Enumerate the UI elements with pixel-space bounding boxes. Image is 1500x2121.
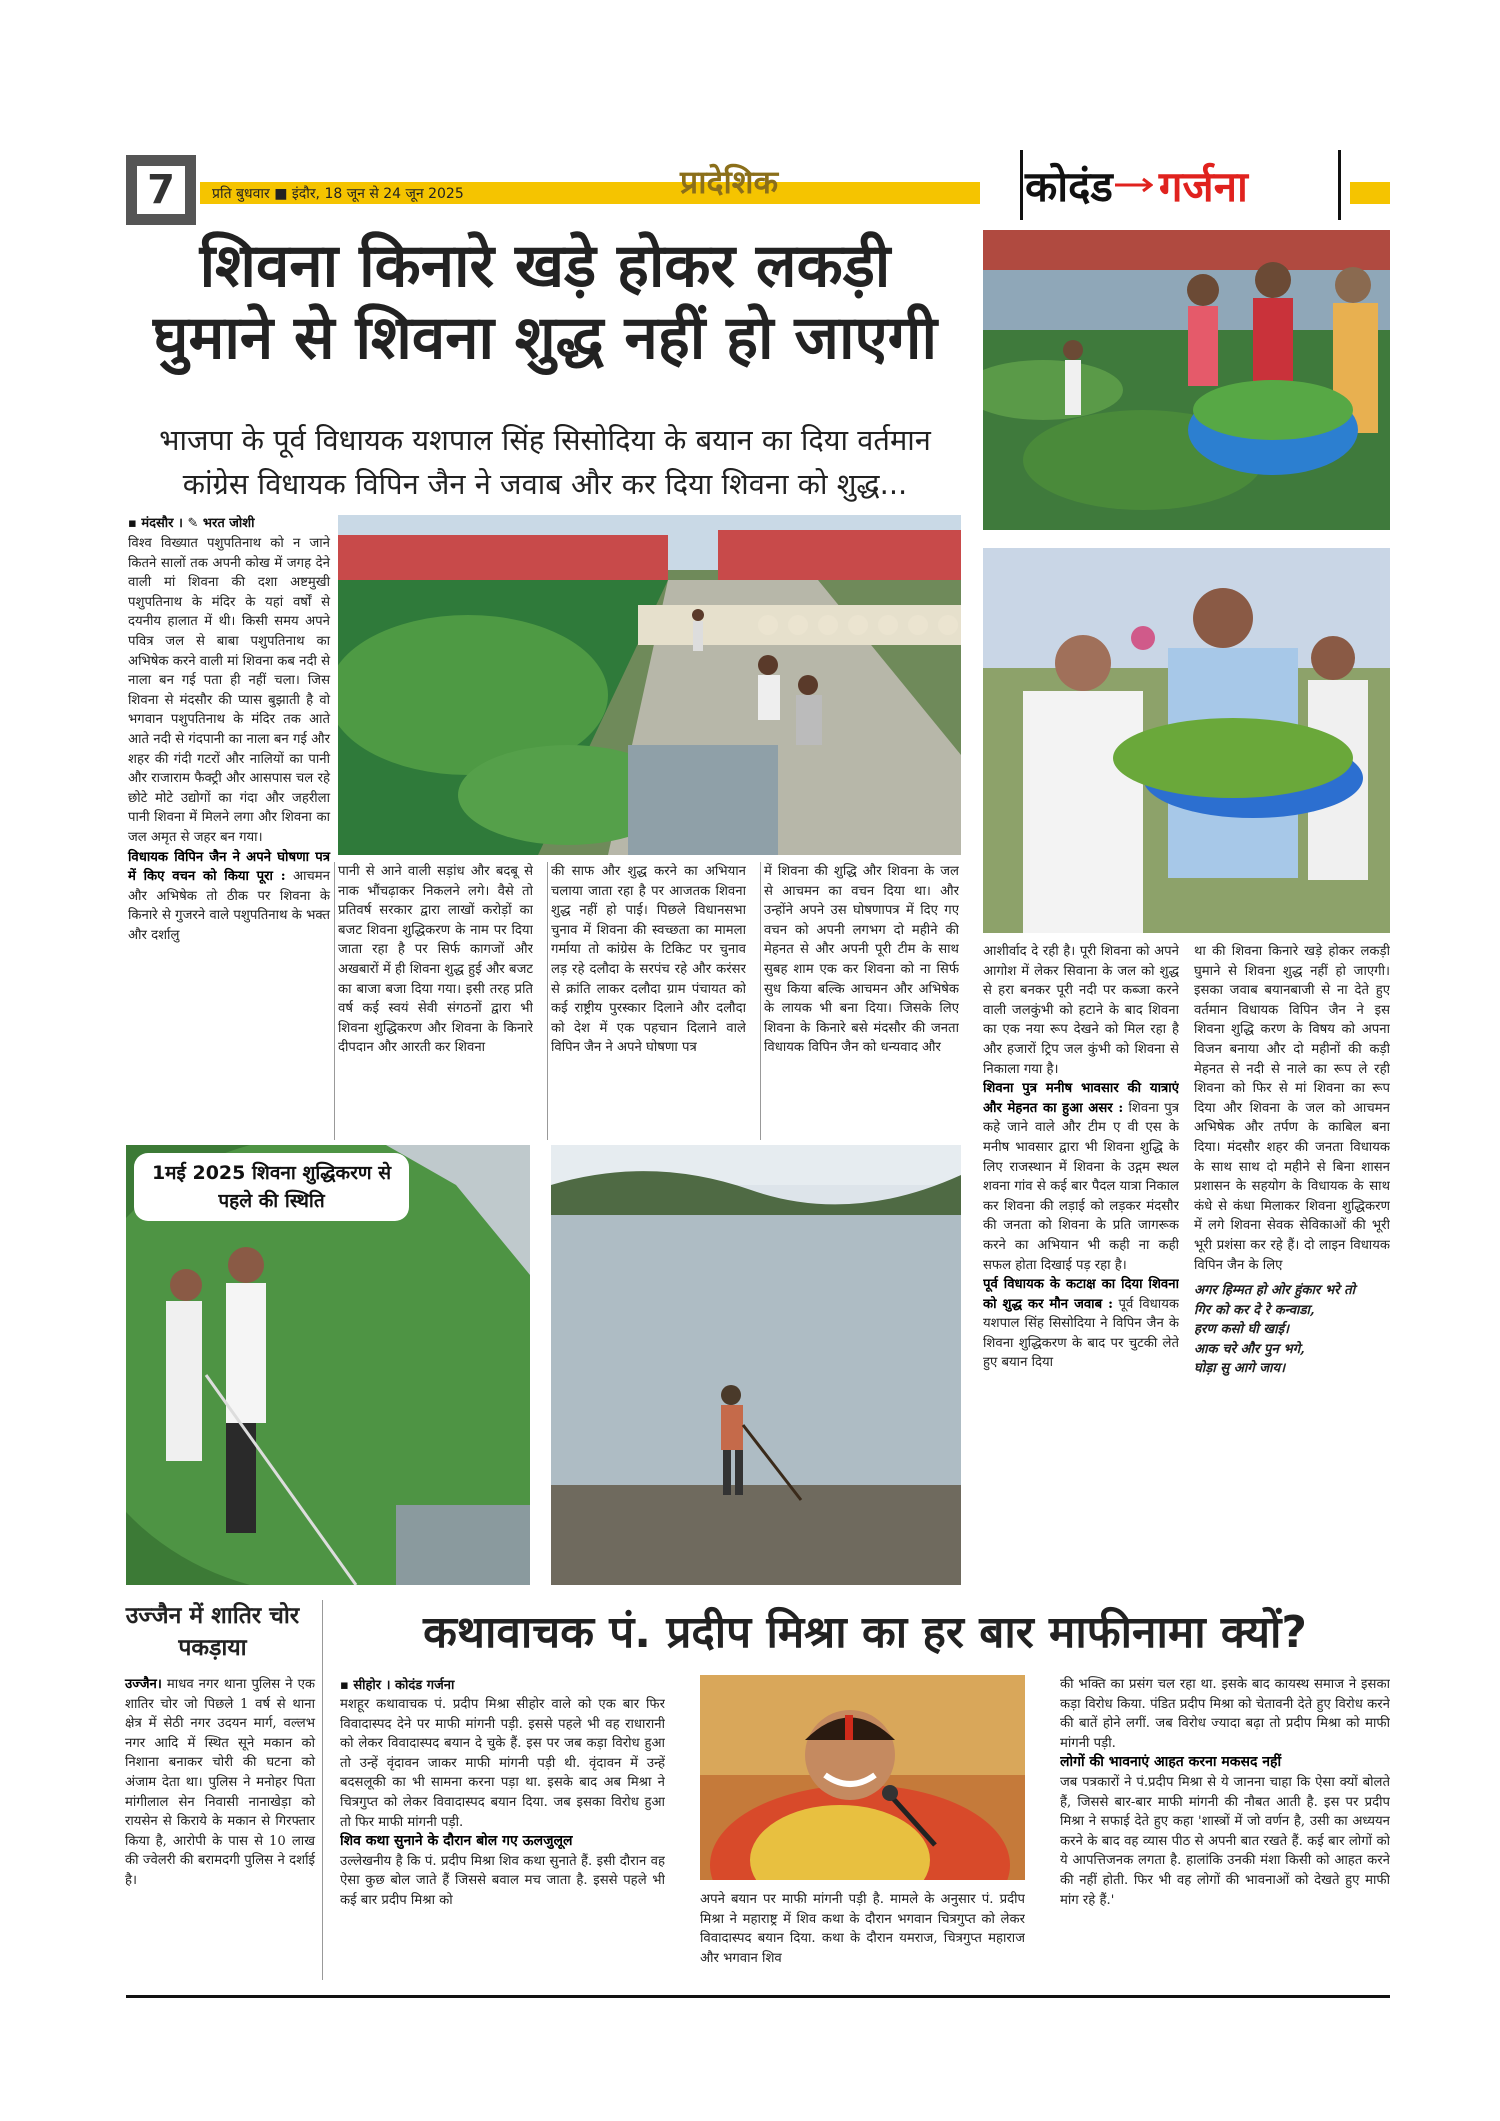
divider xyxy=(322,1600,323,1980)
mishra-col1-subhead: शिव कथा सुनाने के दौरान बोल गए ऊलजुलूल xyxy=(340,1833,573,1850)
lead-col5-subhead-2: पूर्व विधायक के कटाक्ष का दिया शिवना को शुद्ध कर मौन जवाब : xyxy=(983,1277,1179,1312)
lead-col5-text-c: पूर्व विधायक यशपाल सिंह सिसोदिया ने विपिन जैन के शिवना शुद्धिकरण के बाद पर चुटकी लेते हुए बयान दिया xyxy=(983,1296,1179,1371)
poem-line: अगर हिम्मत हो ओर हुंकार भरे तो xyxy=(1194,1283,1356,1299)
logo-divider-left xyxy=(1020,150,1023,220)
lead-headline-line-1: शिवना किनारे खड़े होकर लकड़ी xyxy=(199,231,891,301)
lead-col5-text-b: शिवना पुत्र कहे जाने वाले और टीम ए वी एस के मनीष भावसार द्वारा भी शिवना शुद्धि के लिए राजस्थान में शिवना के उद्गम स्थल शवना गांव से कई बार पैदल यात्रा निकाल कर शिवना की लड़ाई को लड़कर मंदसौर की जनता को शिवना के प्रति जागरूक करने का अभियान भी कही ना कही सफल होता दिखाई पड़ रहा है। xyxy=(983,1100,1179,1273)
newspaper-logo xyxy=(1025,150,1345,220)
lead-subhead-line-1: भाजपा के पूर्व विधायक यशपाल सिंह सिसोदिया के बयान का दिया वर्तमान xyxy=(159,423,931,457)
photo-clean-river xyxy=(551,1145,961,1585)
divider xyxy=(547,862,548,1140)
poem-line: हरण कसो घी खाई। xyxy=(1194,1322,1290,1338)
lead-column-1 xyxy=(128,534,330,1134)
mishra-column-3 xyxy=(1060,1675,1390,1980)
mishra-col3-text: की भक्ति का प्रसंग चल रहा था. इसके बाद कायस्थ समाज ने इसका कड़ा विरोध किया. पंडित प्रदीप मिश्रा को चेतावनी देते हुए विरोध करने की बातें होने लगीं. जब विरोध ज्यादा बढ़ा तो प्रदीप मिश्रा को माफी मांगनी पड़ी. xyxy=(1060,1677,1390,1751)
lead-column-5 xyxy=(983,942,1179,1602)
mishra-col3-subhead: लोगों की भावनाएं आहत करना मकसद नहीं xyxy=(1060,1754,1282,1771)
mishra-col3-text-b: जब पत्रकारों ने पं.प्रदीप मिश्रा से ये जानना चाहा कि ऐसा क्यों बोलते हैं, जिससे बार-बार माफी मांगनी की नौबत आती है. इस पर प्रदीप मिश्रा ने सफाई देते हुए कहा 'शास्त्रों में जो वर्णन है, उसी का अध्ययन करने के बाद वह व्यास पीठ से अपनी बात रखते हैं. कई बार लोगों को ये आपत्तिजनक लगता है. हालांकि उनकी मंशा किसी को आहत करने की नहीं होती. फिर भी वह लोगों की भावनाओं को देखते हुए माफी मांग रहे हैं.' xyxy=(1060,1774,1390,1908)
masthead-bar-right xyxy=(1350,182,1390,204)
lead-column-4: में शिवना की शुद्धि और शिवना के जल से आचमन का वचन दिया था। और उन्होंने अपने उस घोषणापत्र में दिए गए वचन को अपनी लगभग दो महीने की मेहनत से और अपनी पूरी टीम के साथ सुबह शाम एक कर शिवना को ना सिर्फ सुध किया बल्कि आचमन और अभिषेक के लायक भी बना दिया। जिसके लिए शिवना के किनारे बसे मंदसौर की जनता विधायक विपिन जैन को धन्यवाद और xyxy=(764,864,959,1056)
lead-col5-subhead-1: शिवना पुत्र मनीष भावसार की यात्राएं और मेहनत का हुआ असर : xyxy=(983,1081,1179,1116)
poem xyxy=(1194,1281,1390,1379)
ujjain-headline: उज्जैन में शातिर चोर पकड़ाया xyxy=(125,1603,300,1661)
lead-column-6 xyxy=(1194,942,1390,1602)
dateline: प्रति बुधवार ■ इंदौर, 18 जून से 24 जून 2025 xyxy=(212,186,464,202)
photo-cleanup-team xyxy=(983,230,1390,530)
lead-col1-text: विश्व विख्यात पशुपतिनाथ को न जाने कितने सालों तक अपनी कोख में जगह देने वाली मां शिवना की दशा अष्टमुखी पशुपतिनाथ के मंदिर के यहां वर्षों से दयनीय हालात में थी। किसी समय अपने पवित्र जल से बाबा पशुपतिनाथ का अभिषेक करने वाली मां शिवना कब नदी से नाला बन गई पता ही नहीं चला। जिस शिवना से मंदसौर की प्यास बुझाती है वो भगवान पशुपतिनाथ के मंदिर तक आते आते नदी से गंदपानी का नाला बन गई और शहर की गंदी गटरों और नालियों का पानी और राजाराम फैक्ट्री और आसपास चल रहे छोटे मोटे उद्योगों का गंदा और जहरीला पानी शिवना में मिलने लगा और शिवना का जल अमृत से जहर बन गया। xyxy=(128,536,330,845)
ujjain-text: माधव नगर थाना पुलिस ने एक शातिर चोर जो पिछले 1 वर्ष से थाना क्षेत्र में सेठी नगर उदयन मार्ग, वल्लभ नगर आदि में स्थित सूने मकान को निशाना बनाकर चोरी की घटना को अंजाम देता था। पुलिस ने मनोहर पिता मांगीलाल सेन निवासी नानाखेड़ा को रायसेन से किराये के मकान से गिरफ्तार किया है, आरोपी के पास से 10 लाख की ज्वेलरी की बरामदगी पुलिस ने दर्शाई है। xyxy=(125,1677,315,1888)
mishra-column-1 xyxy=(340,1695,665,1980)
lead-col6-text: था की शिवना किनारे खड़े होकर लकड़ी घुमाने से शिवना शुद्ध नहीं हो जाएगी। इसका जवाब बयानबाजी से ना देते हुए वर्तमान विधायक विपिन जैन ने इस शिवना शुद्धि करण के विषय को अपना विजन बनाया और दो महीनों की कड़ी मेहनत से नदी से नाले का रूप ले रही शिवना को फिर से मां शिवना का रूप दिया और शिवना के जल को आचमन अभिषेक और तर्पण के काबिल बना दिया। मंदसौर शहर की जनता विधायक के साथ साथ दो महीने से बिना शासन प्रशासन के सहयोग के विधायक के साथ कंधे से कंधा मिलाकर शिवना शुद्धिकरण में लगे शिवना सेवक सेविकाओं की भूरी भूरी प्रशंसा कर रहे हैं। दो लाइन विधायक विपिन जैन के लिए xyxy=(1194,944,1390,1273)
poem-line: आक चरे और पुन भगे, xyxy=(1194,1341,1305,1357)
ujjain-body xyxy=(125,1675,315,1975)
lead-headline-line-2: घुमाने से शिवना शुद्ध नहीं हो जाएगी xyxy=(152,303,937,373)
page-number-box xyxy=(126,155,196,225)
photo-pradeep-mishra xyxy=(700,1675,1025,1880)
photo-river-cleanup xyxy=(338,515,961,855)
ujjain-dateline: उज्जैन। xyxy=(125,1677,162,1692)
lead-col1-text-b: आचमन और अभिषेक तो ठीक पर शिवना के किनारे से गुजरने वाले पशुपतिनाथ के भक्त और दर्शालु xyxy=(128,869,330,943)
mishra-byline: ▪ सीहोर । कोदंड गर्जना xyxy=(340,1678,455,1693)
lead-subhead-line-2: कांग्रेस विधायक विपिन जैन ने जवाब और कर दिया शिवना को शुद्ध... xyxy=(182,467,908,501)
mishra-col1-text: मशहूर कथावाचक पं. प्रदीप मिश्रा सीहोर वाले को एक बार फिर विवादास्पद देने पर माफी मांगनी पड़ी. इससे पहले भी वह राधारानी को लेकर विवादास्पद बयान दे चुके हैं. इस पर जब कड़ा विरोध हुआ तो उन्हें वृंदावन जाकर माफी मांगनी पड़ी थी. वृंदावन में उन्हें बदसलूकी का भी सामना करना पड़ा था. इसके बाद अब मिश्रा ने चित्रगुप्त को लेकर विवादास्पद बयान दिया. जब इसका विरोध हुआ तो फिर माफी मांगनी पड़ी. xyxy=(340,1697,665,1830)
mishra-headline: कथावाचक पं. प्रदीप मिश्रा का हर बार माफीनामा क्यों? xyxy=(423,1607,1307,1658)
lead-subhead xyxy=(120,418,970,506)
lead-column-3: की साफ और शुद्ध करने का अभियान चलाया जाता रहा है पर आजतक शिवना शुद्ध नहीं हो पाई। पिछले विधानसभा चुनाव में शिवना की स्वच्छता का मामला गर्माया तो कांग्रेस के टिकिट पर चुनाव लड़ रहे दलौदा के सरपंच रहे और करंसर से क्रांति लाकर दलौदा ग्राम पंचायत को कई राष्ट्रीय पुरस्कार दिलाने और दलौदा को देश में एक पहचान दिलाने वाले विपिन जैन ने अपने घोषणा पत्र xyxy=(551,864,746,1056)
photo-before-cleanup xyxy=(126,1145,530,1585)
mishra-col1-text-b: उल्लेखनीय है कि पं. प्रदीप मिश्रा शिव कथा सुनाते हैं. इसी दौरान वह ऐसा कुछ बोल जाते हैं जिससे बवाल मच जाता है. इससे पहले भी कई बार प्रदीप मिश्रा को xyxy=(340,1853,665,1908)
divider xyxy=(760,862,761,1140)
lead-col5-text: आशीर्वाद दे रही है। पूरी शिवना को अपने आगोश में लेकर सिवाना के जल को शुद्ध से हरा बनकर पूरी नदी पर कब्जा करने वाली जलकुंभी को हटाने के बाद शिवना का एक नया रूप देखने को मिल रहा है और हजारों ट्रिप जल कुंभी को शिवना से निकाला गया है। xyxy=(983,944,1179,1077)
lead-column-2: पानी से आने वाली सड़ांध और बदबू से नाक भौंचढ़ाकर निकलने लगे। वैसे तो प्रतिवर्ष सरकार द्वारा लाखों करोड़ों का बजट शिवना शुद्धिकरण के नाम पर दिया जाता रहा है पर सिर्फ कागजों और अखबारों में ही शिवना शुद्ध हुई और बजट का बाजा बजा दिया गया। इसी तरह प्रति वर्ष कई स्वयं सेवी संगठनों द्वारा भी शिवना शुद्धिकरण और शिवना के किनारे दीपदान और आरती कर शिवना xyxy=(338,864,533,1056)
lead-col1-subhead: विधायक विपिन जैन ने अपने घोषणा पत्र में किए वचन को किया पूरा : xyxy=(128,849,330,885)
logo-divider-right xyxy=(1338,150,1341,220)
poem-line: गिर को कर दे रे कन्वाडा, xyxy=(1194,1302,1315,1318)
lead-byline: ▪ मंदसौर । ✎ भरत जोशी xyxy=(128,516,255,531)
photo-caption: 1मई 2025 शिवना शुद्धिकरण से पहले की स्थिति xyxy=(134,1153,409,1221)
mishra-column-2: अपने बयान पर माफी मांगनी पड़ी है. मामले के अनुसार पं. प्रदीप मिश्रा ने महाराष्ट्र में शिव कथा के दौरान भगवान चित्रगुप्त को लेकर विवादास्पद बयान दिया. कथा के दौरान यमराज, चित्रगुप्त महाराज और भगवान शिव xyxy=(700,1892,1025,1966)
logo-part-1: कोदंड xyxy=(1025,161,1113,211)
page-number: 7 xyxy=(137,166,185,214)
divider xyxy=(334,862,335,1140)
lead-headline xyxy=(120,230,970,374)
bow-arrow-icon xyxy=(1113,170,1153,200)
poem-line: घोड़ा सु आगे जाय। xyxy=(1194,1361,1286,1377)
footer-rule xyxy=(126,1995,1390,1998)
photo-mla-with-weeds xyxy=(983,548,1390,933)
logo-part-2: गर्जना xyxy=(1158,161,1248,211)
section-title: प्रादेशिक xyxy=(680,163,779,201)
